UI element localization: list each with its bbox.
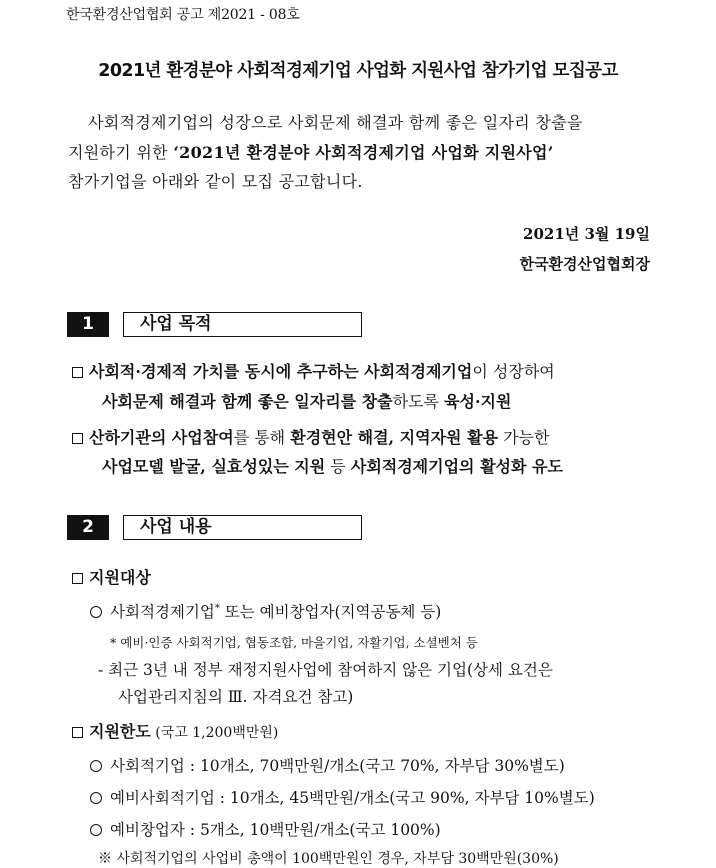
notice-date: 2021년 3월 19일 xyxy=(523,225,650,243)
purpose-2-e: 사업모델 발굴, 실효성있는 지원 xyxy=(102,457,326,476)
limit-heading-text: 지원한도 xyxy=(89,722,151,741)
page-title: 2021년 환경분야 사회적경제기업 사업화 지원사업 참가기업 모집공고 xyxy=(98,61,618,81)
section-1-title: 사업 목적 xyxy=(123,312,362,337)
section-2-number: 2 xyxy=(67,515,109,540)
target-item-1-b: 또는 예비창업자(지역공동체 등) xyxy=(219,603,442,622)
issuer-name: 한국환경산업협회장 xyxy=(519,255,650,273)
target-footnote: * 예비·인증 사회적기업, 협동조합, 마을기업, 자활기업, 소셜벤처 등 xyxy=(110,635,478,650)
purpose-2-c: 환경현안 해결, 지역자원 활용 xyxy=(290,428,498,447)
limit-note: ※ 사회적기업의 사업비 총액이 100백만원인 경우, 자부담 30백만원(30%) xyxy=(98,851,559,867)
intro-line-2-text: 지원하기 위한 xyxy=(68,143,174,162)
circle-bullet-icon xyxy=(90,606,102,618)
footnote-mark: * xyxy=(214,603,220,614)
limit-item-3-text: 예비창업자 : 5개소, 10백만원/개소(국고 100%) xyxy=(110,821,441,839)
checkbox-square-icon xyxy=(72,727,83,738)
target-heading xyxy=(72,567,151,589)
limit-heading-note: (국고 1,200백만원) xyxy=(150,725,279,741)
purpose-bullet-1-cont xyxy=(102,391,511,413)
purpose-1-d: 하도록 xyxy=(392,392,445,411)
notice-reference: 한국환경산업협회 공고 제2021 - 08호 xyxy=(66,7,300,23)
limit-item-2-text: 예비사회적기업 : 10개소, 45백만원/개소(국고 90%, 자부담 10%별도) xyxy=(110,789,595,807)
purpose-1-c: 사회문제 해결과 함께 좋은 일자리를 창출 xyxy=(102,392,393,411)
limit-item-1-text: 사회적기업 : 10개소, 70백만원/개소(국고 70%, 자부담 30%별도) xyxy=(110,757,565,775)
intro-line-2 xyxy=(68,142,554,164)
target-item-1-a: 사회적경제기업 xyxy=(110,603,215,622)
limit-item-3 xyxy=(90,819,441,841)
program-name: ‘2021년 환경분야 사회적경제기업 사업화 지원사업’ xyxy=(173,143,554,162)
purpose-bullet-2 xyxy=(72,427,549,449)
target-condition-1: - 최근 3년 내 정부 재정지원사업에 참여하지 않은 기업(상세 요건은 xyxy=(98,661,553,679)
circle-bullet-icon xyxy=(90,760,102,772)
target-condition-2: 사업관리지침의 Ⅲ. 자격요건 참고) xyxy=(118,688,354,706)
checkbox-square-icon xyxy=(72,433,83,444)
purpose-bullet-1 xyxy=(72,361,555,383)
section-2-title: 사업 내용 xyxy=(123,515,362,540)
limit-item-1 xyxy=(90,755,565,777)
purpose-bullet-2-cont xyxy=(102,456,563,478)
purpose-2-f: 등 xyxy=(325,457,351,476)
intro-line-1: 사회적경제기업의 성장으로 사회문제 해결과 함께 좋은 일자리 창출을 xyxy=(88,113,583,132)
purpose-1-b: 이 성장하여 xyxy=(472,362,555,381)
circle-bullet-icon xyxy=(90,824,102,836)
intro-line-3: 참가기업을 아래와 같이 모집 공고합니다. xyxy=(68,172,363,191)
purpose-2-g: 사회적경제기업의 활성화 유도 xyxy=(350,457,563,476)
limit-heading xyxy=(72,721,278,744)
purpose-2-b: 를 통해 xyxy=(233,428,291,447)
target-item-1 xyxy=(90,598,441,623)
limit-item-2 xyxy=(90,787,595,809)
purpose-1-e: 육성·지원 xyxy=(444,392,512,411)
target-heading-text: 지원대상 xyxy=(89,568,151,587)
checkbox-square-icon xyxy=(72,573,83,584)
purpose-2-a: 산하기관의 사업참여 xyxy=(89,428,234,447)
purpose-2-d: 가능한 xyxy=(498,428,550,447)
section-1-number: 1 xyxy=(67,312,109,337)
circle-bullet-icon xyxy=(90,792,102,804)
purpose-1-a: 사회적·경제적 가치를 동시에 추구하는 사회적경제기업 xyxy=(89,362,473,381)
checkbox-square-icon xyxy=(72,367,83,378)
